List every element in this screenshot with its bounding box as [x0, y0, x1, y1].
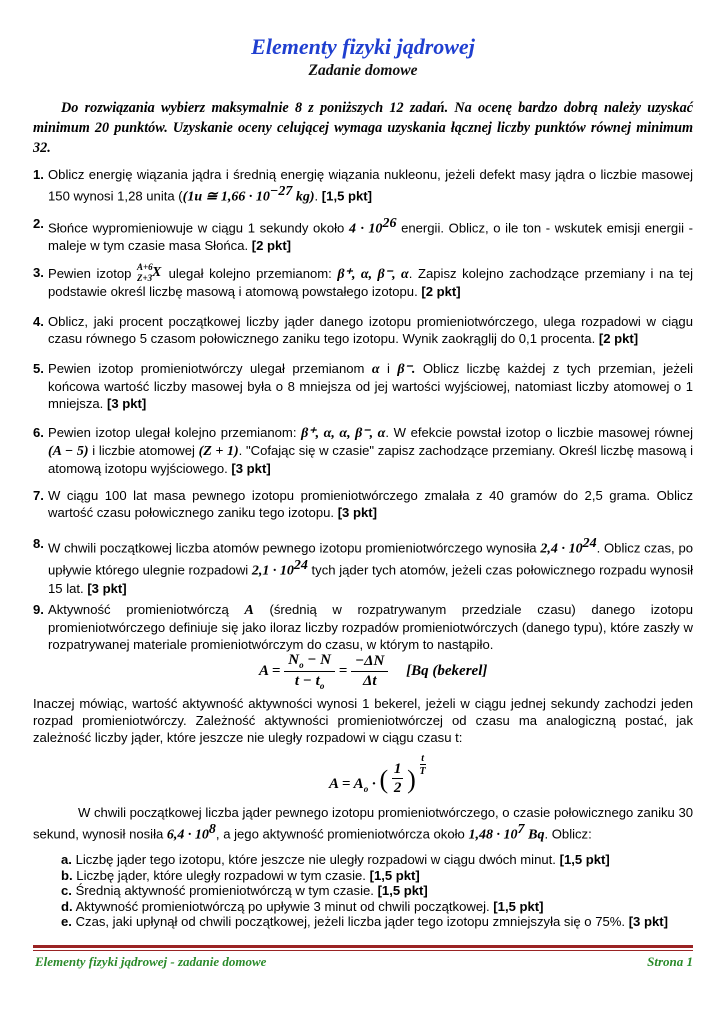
footer-rule-thick [33, 945, 693, 948]
task-math-decayed: 2,1 · 10 [251, 563, 294, 579]
task-text: Aktywność promieniotwórczą [48, 602, 229, 617]
task-7 [33, 487, 693, 521]
final-math-nuclei: 6,4 · 10 [166, 827, 209, 843]
subtask-item [61, 852, 693, 868]
task-math-alpha: α [371, 362, 380, 377]
equals-sign: = [338, 662, 348, 679]
task-3 [33, 264, 693, 300]
task-math-mass: (A − 5) [48, 444, 89, 459]
task-tail: . "Cofając się w czasie" zapisz zachodzące przemiany. Określ liczbę masową i atomową izotopu wyjściowego. [48, 443, 693, 476]
final-tail: . Oblicz: [544, 826, 592, 842]
task-math: (1u ≅ 1,66 · 10 [182, 189, 270, 205]
task-points: [3 pkt] [337, 505, 377, 520]
task-tail: tych jąder tych atomów, jeżeli czas połowicznego rozpadu wynosił 15 lat. [48, 562, 694, 596]
subtask-points: [3 pkt] [628, 914, 668, 929]
page-number: Strona 1 [647, 954, 693, 969]
subtask-points: [1,5 pkt] [369, 867, 420, 883]
subtask-text: Średnią aktywność promieniotwórczą w tym czasie. [75, 883, 374, 898]
task-number: 1. [33, 167, 44, 182]
task-math: β⁺, α, β⁻, α [337, 267, 409, 282]
intro-paragraph: Do rozwiązania wybierz maksymalnie 8 z poniższych 12 zadań. Na ocenę bardzo dobrą należy uzyskać minimum 20 punktów. Uzyskanie oceny celującej wymaga uzyskania łącznej liczby punktów równej minimum 32. [33, 100, 693, 156]
decay-formula [329, 751, 426, 796]
formula-lhs: A = A [329, 776, 364, 792]
task-mid-2: i liczbie atomowej [92, 443, 195, 458]
task-6 [33, 424, 693, 477]
task-number: 6. [33, 425, 44, 440]
final-paragraph [33, 804, 693, 843]
task-number: 5. [33, 361, 44, 376]
task-text: Pewien izotop ulegał kolejno przemianom: [48, 425, 297, 440]
subtask-text: Aktywność promieniotwórczą po upływie 3 minut od chwili początkowej. [75, 898, 490, 914]
task-tail: . [314, 188, 319, 204]
task-points: [1,5 pkt] [321, 188, 372, 204]
task-number: 9. [33, 602, 44, 617]
task-points: [3 pkt] [106, 396, 147, 411]
fraction-2 [351, 653, 388, 690]
task-math-atomic: (Z + 1) [198, 444, 239, 459]
task-tail: energii. Oblicz, o ile ton - wskutek emisji energii - maleje w tym czasie masa Słońca. [48, 220, 694, 254]
final-mid: , a jego aktywność promieniotwórcza około [215, 826, 465, 842]
isotope-mass: A+6 [137, 262, 153, 272]
task-exponent: 24 [293, 558, 308, 574]
exponent-fraction [420, 753, 426, 777]
numerator-rest: − N [303, 652, 331, 668]
denominator-sub: o [319, 681, 325, 691]
final-exp-1: 8 [208, 822, 216, 837]
task-number: 8. [33, 536, 44, 551]
subtask-text: Liczbę jąder tego izotopu, które jeszcze nie uległy rozpadowi w ciągu dwóch minut. [75, 852, 556, 867]
task-mid: . W efekcie powstał izotop o liczbie masowej równej [385, 425, 694, 440]
task-tail: . Zapisz kolejno zachodzące przemiany i na tej podstawie określ liczbę masową i atomową powstałego izotopu. [48, 266, 693, 299]
task-math-initial: 2,4 · 10 [540, 541, 583, 557]
numerator-n: N [288, 652, 300, 668]
task-points: [3 pkt] [231, 461, 271, 476]
task-4 [33, 313, 693, 347]
isotope-letter: X [152, 265, 162, 280]
subtask-item [61, 883, 693, 899]
task-math: β⁺, α, α, β⁻, α [301, 426, 386, 441]
task-8 [33, 535, 693, 597]
explanation-paragraph: Inaczej mówiąc, wartość aktywność aktywności wynosi 1 bekerel, jeżeli w ciągu jednej sekundy zachodzi jeden rozpad promieniotwórczy. Zależność aktywności promieniotwórczej od czasu ma analogiczną postać, jak zależność liczby jąder, które jeszcze nie uległy rozpadowi w ciągu czasu t: [33, 696, 693, 745]
footer-rule-thin [33, 950, 693, 951]
formula-dot: · [368, 776, 380, 792]
task-number: 4. [33, 314, 44, 329]
task-points: [3 pkt] [87, 580, 127, 596]
numerator-one: 1 [393, 760, 402, 777]
formula-lhs: A = [259, 662, 281, 679]
numerator-delta: −ΔN [351, 653, 388, 672]
activity-formula [259, 652, 487, 691]
task-points: [2 pkt] [598, 331, 639, 346]
isotope-symbol [137, 262, 163, 283]
denominator: t − t [294, 673, 320, 689]
denominator-delta: Δt [362, 673, 377, 689]
task-text: Oblicz, jaki procent początkowej liczby jąder danego izotopu promieniotwórczego, ulega rozpadowi w ciągu czasu równego 5 czasom połowicznego zaniku tego izotopu. Wynik zaokrąglij do 0,1 procenta. [48, 314, 693, 346]
subtask-points: [1,5 pkt] [377, 883, 428, 898]
subtask-points: [1,5 pkt] [493, 898, 544, 914]
subtask-letter: b. [61, 867, 73, 883]
formula-unit: [Bq (bekerel] [406, 662, 488, 679]
task-text: Pewien izotop promieniotwórczy ulegał przemianom [48, 361, 365, 376]
subtask-list [61, 852, 693, 930]
subtask-text: Czas, jaki upłynął od chwili początkowej, jeżeli liczba jąder tego izotopu zmniejszyła się o 75%. [75, 914, 626, 929]
numerator-sub: o [299, 660, 304, 670]
task-mid: . Oblicz czas, po upływie którego ulegnie rozpadowi [48, 540, 694, 578]
page-title: Elementy fizyki jądrowej [251, 34, 475, 59]
task-text-2: ulegał kolejno przemianom: [168, 266, 332, 281]
task-tail: Oblicz liczbę każdej z tych przemian, jeżeli końcowa wartość liczby masowej była o 8 mniejsza od jej wartości wyjściowej, natomiast liczby atomowej o 1 mniejsza. [48, 361, 693, 411]
footer-title: Elementy fizyki jądrowej - zadanie domowe [35, 954, 267, 969]
right-paren: ) [407, 765, 416, 794]
task-text: Oblicz energię wiązania jądra i średnią energię wiązania nukleonu, jeżeli defekt masy jądra o liczbie masowej 150 wynosi 1,28 unita ( [48, 167, 693, 204]
subtask-letter: d. [61, 898, 73, 914]
subtask-item [61, 899, 693, 915]
task-2 [33, 215, 693, 254]
task-1 [33, 166, 693, 205]
subtask-text: Liczbę jąder, które uległy rozpadowi w tym czasie. [76, 867, 366, 883]
task-text: Pewien izotop [48, 266, 132, 281]
final-unit: Bq [528, 827, 545, 843]
left-paren: ( [379, 765, 389, 794]
subtask-letter: e. [61, 914, 72, 929]
formula-lhs-sub: o [363, 784, 369, 794]
subtask-letter: a. [61, 852, 72, 867]
task-9 [33, 601, 693, 653]
final-math-activity: 1,48 · 10 [468, 827, 518, 843]
task-tail: (średnią w rozpatrywanym przedziale czasu) danego izotopu promieniotwórczego definiuje się jako iloraz liczby rozpadów promieniotwórczych (danego typu), które zaszły w rozpatrywanej materiale promieniotwórczym do czasu, w którym to nastąpiło. [48, 602, 693, 652]
exponent-t: t [421, 752, 424, 764]
task-exponent: 24 [582, 536, 597, 551]
subtask-item [61, 868, 693, 884]
task-math: 4 · 10 [348, 221, 383, 237]
subtask-points: [1,5 pkt] [559, 852, 610, 867]
subtask-letter: c. [61, 883, 72, 898]
task-text: Słońce wypromieniowuje w ciągu 1 sekundy około [48, 220, 345, 236]
task-text: W chwili początkowej liczba atomów pewnego izotopu promieniotwórczego wynosiła [48, 540, 537, 556]
final-text: W chwili początkowej liczba jąder pewnego izotopu promieniotwórczego, o czasie połowicznego zaniku 30 sekund, wynosił nosiła [33, 805, 694, 842]
task-math-activity: A [244, 603, 254, 618]
task-5 [33, 360, 693, 412]
isotope-atomic: Z+3 [137, 273, 153, 283]
exponent-T: T [419, 765, 426, 777]
task-math-beta: β⁻. [397, 362, 416, 377]
task-number: 3. [33, 265, 44, 280]
task-points: [2 pkt] [251, 238, 292, 254]
denominator-two: 2 [393, 779, 402, 796]
task-exponent: 26 [382, 216, 397, 231]
fraction-half [392, 761, 404, 797]
task-exponent: −27 [269, 184, 293, 199]
task-text: W ciągu 100 lat masa pewnego izotopu promieniotwórczego zmalała z 40 gramów do 2,5 grama. Oblicz wartość czasu połowicznego zaniku tego izotopu. [48, 488, 693, 520]
final-exp-2: 7 [517, 822, 525, 837]
task-number: 7. [33, 488, 44, 503]
page-subtitle: Zadanie domowe [308, 62, 418, 79]
task-points: [2 pkt] [421, 284, 461, 299]
subtask-item [61, 914, 693, 930]
task-math-unit: kg) [292, 189, 315, 205]
task-number: 2. [33, 216, 44, 231]
task-conj: i [387, 361, 390, 376]
fraction-1 [284, 652, 335, 691]
